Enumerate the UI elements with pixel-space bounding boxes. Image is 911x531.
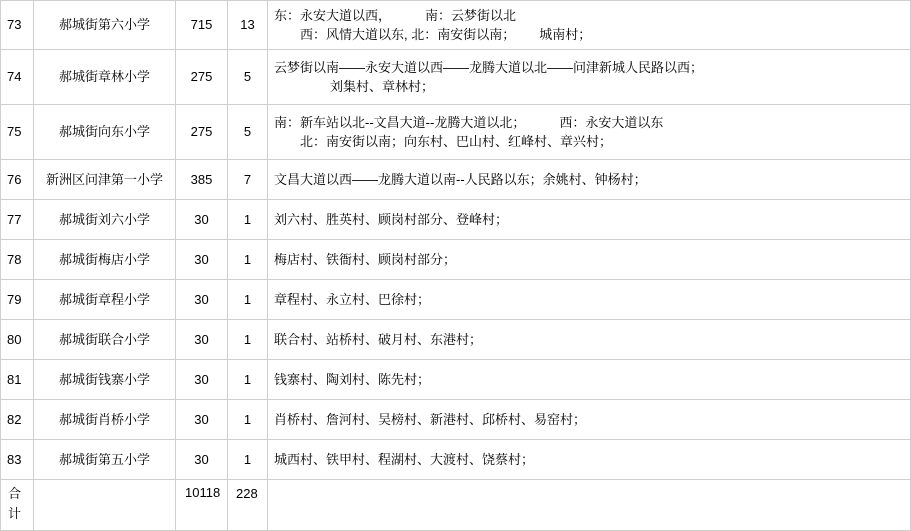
service-range-text: 西：风情大道以东, 北：南安街以南； bbox=[300, 27, 516, 42]
table-row bbox=[1, 240, 911, 280]
table-row bbox=[1, 105, 911, 160]
table-row bbox=[1, 200, 911, 240]
service-range-text: 肖桥村、詹河村、吴榜村、新港村、邱桥村、易窑村； bbox=[274, 411, 587, 427]
cell-school-name: 新洲区问津第一小学 bbox=[34, 160, 176, 200]
cell-service-range bbox=[268, 105, 911, 160]
cell-class-count: 1 bbox=[228, 400, 268, 440]
table-row bbox=[1, 400, 911, 440]
cell-school-name: 郝城街向东小学 bbox=[34, 105, 176, 160]
cell-serial-number: 73 bbox=[1, 1, 34, 50]
service-range-text: 东：永安大道以西， bbox=[274, 7, 392, 23]
service-range-line bbox=[274, 290, 904, 310]
table-total-row bbox=[1, 480, 911, 531]
cell-school-name: 郝城街联合小学 bbox=[34, 320, 176, 360]
total-name-blank bbox=[34, 480, 176, 531]
service-range-line bbox=[274, 450, 904, 470]
cell-serial-number: 75 bbox=[1, 105, 34, 160]
cell-service-range bbox=[268, 240, 911, 280]
service-range-text: 北：南安街以南；向东村、巴山村、红峰村、章兴村； bbox=[300, 134, 613, 149]
cell-service-range bbox=[268, 440, 911, 480]
cell-serial-number: 78 bbox=[1, 240, 34, 280]
service-range-text: 城西村、铁甲村、程湖村、大渡村、饶蔡村； bbox=[274, 451, 535, 467]
cell-class-count: 1 bbox=[228, 320, 268, 360]
service-range-text: 西：永安大道以东 bbox=[559, 114, 664, 130]
service-range-line bbox=[274, 410, 904, 430]
cell-class-count: 1 bbox=[228, 360, 268, 400]
cell-service-range bbox=[268, 400, 911, 440]
cell-serial-number: 79 bbox=[1, 280, 34, 320]
cell-plan-count: 30 bbox=[176, 440, 228, 480]
service-range-line bbox=[274, 113, 904, 133]
service-range-text: 南：新车站以北--文昌大道--龙腾大道以北； bbox=[274, 114, 526, 130]
service-range-line bbox=[274, 250, 904, 270]
service-range-line bbox=[274, 132, 904, 152]
cell-service-range bbox=[268, 1, 911, 50]
service-range-text: 文昌大道以西——龙腾大道以南--人民路以东；余姚村、钟杨村； bbox=[274, 171, 647, 187]
table-row bbox=[1, 1, 911, 50]
cell-school-name: 郝城街肖桥小学 bbox=[34, 400, 176, 440]
cell-plan-count: 30 bbox=[176, 200, 228, 240]
cell-plan-count: 715 bbox=[176, 1, 228, 50]
cell-service-range bbox=[268, 280, 911, 320]
cell-class-count: 5 bbox=[228, 105, 268, 160]
cell-school-name: 郝城街第六小学 bbox=[34, 1, 176, 50]
service-range-line bbox=[274, 370, 904, 390]
cell-serial-number: 82 bbox=[1, 400, 34, 440]
cell-plan-count: 30 bbox=[176, 360, 228, 400]
service-range-text: 云梦街以南——永安大道以西——龙腾大道以北——问津新城人民路以西； bbox=[274, 59, 704, 75]
cell-class-count: 1 bbox=[228, 200, 268, 240]
cell-serial-number: 77 bbox=[1, 200, 34, 240]
cell-school-name: 郝城街刘六小学 bbox=[34, 200, 176, 240]
service-range-line bbox=[274, 170, 904, 190]
service-range-text: 南：云梦街以北 bbox=[425, 7, 517, 23]
table-body bbox=[1, 1, 911, 531]
cell-plan-count: 385 bbox=[176, 160, 228, 200]
cell-plan-count: 30 bbox=[176, 280, 228, 320]
service-range-text: 梅店村、铁衙村、顾岗村部分； bbox=[274, 251, 457, 267]
table-row bbox=[1, 160, 911, 200]
service-range-line bbox=[274, 330, 904, 350]
service-range-line bbox=[274, 25, 904, 45]
cell-service-range bbox=[268, 200, 911, 240]
service-range-text: 章程村、永立村、巴徐村； bbox=[274, 291, 431, 307]
service-range-text: 钱寨村、陶刘村、陈先村； bbox=[274, 371, 431, 387]
cell-serial-number: 76 bbox=[1, 160, 34, 200]
cell-service-range bbox=[268, 160, 911, 200]
cell-serial-number: 81 bbox=[1, 360, 34, 400]
cell-serial-number: 80 bbox=[1, 320, 34, 360]
cell-school-name: 郝城街第五小学 bbox=[34, 440, 176, 480]
cell-school-name: 郝城街梅店小学 bbox=[34, 240, 176, 280]
service-range-line bbox=[274, 58, 904, 78]
cell-school-name: 郝城街章程小学 bbox=[34, 280, 176, 320]
cell-school-name: 郝城街钱寨小学 bbox=[34, 360, 176, 400]
cell-class-count: 1 bbox=[228, 280, 268, 320]
table-row bbox=[1, 440, 911, 480]
cell-class-count: 1 bbox=[228, 240, 268, 280]
service-range-text: 联合村、站桥村、破月村、东港村； bbox=[274, 331, 483, 347]
cell-service-range bbox=[268, 320, 911, 360]
table-row bbox=[1, 360, 911, 400]
service-range-line bbox=[274, 210, 904, 230]
cell-school-name: 郝城街章林小学 bbox=[34, 50, 176, 105]
cell-plan-count: 30 bbox=[176, 240, 228, 280]
service-range-text: 刘集村、章林村； bbox=[330, 79, 435, 94]
total-range-blank bbox=[268, 480, 911, 531]
cell-class-count: 5 bbox=[228, 50, 268, 105]
cell-plan-count: 30 bbox=[176, 320, 228, 360]
cell-class-count: 13 bbox=[228, 1, 268, 50]
cell-plan-count: 30 bbox=[176, 400, 228, 440]
cell-plan-count: 275 bbox=[176, 105, 228, 160]
cell-service-range bbox=[268, 50, 911, 105]
cell-serial-number: 74 bbox=[1, 50, 34, 105]
cell-class-count: 1 bbox=[228, 440, 268, 480]
table-row bbox=[1, 280, 911, 320]
service-range-line bbox=[274, 6, 904, 26]
table-row bbox=[1, 320, 911, 360]
total-label: 合计 bbox=[1, 480, 34, 531]
service-range-text: 刘六村、胜英村、顾岗村部分、登峰村； bbox=[274, 211, 509, 227]
cell-service-range bbox=[268, 360, 911, 400]
service-range-text: 城南村； bbox=[539, 27, 592, 42]
cell-plan-count: 275 bbox=[176, 50, 228, 105]
table-row bbox=[1, 50, 911, 105]
cell-serial-number: 83 bbox=[1, 440, 34, 480]
total-class-count: 228 bbox=[228, 480, 268, 531]
service-range-line bbox=[274, 77, 904, 97]
cell-class-count: 7 bbox=[228, 160, 268, 200]
total-plan-count: 10118 bbox=[176, 480, 228, 531]
